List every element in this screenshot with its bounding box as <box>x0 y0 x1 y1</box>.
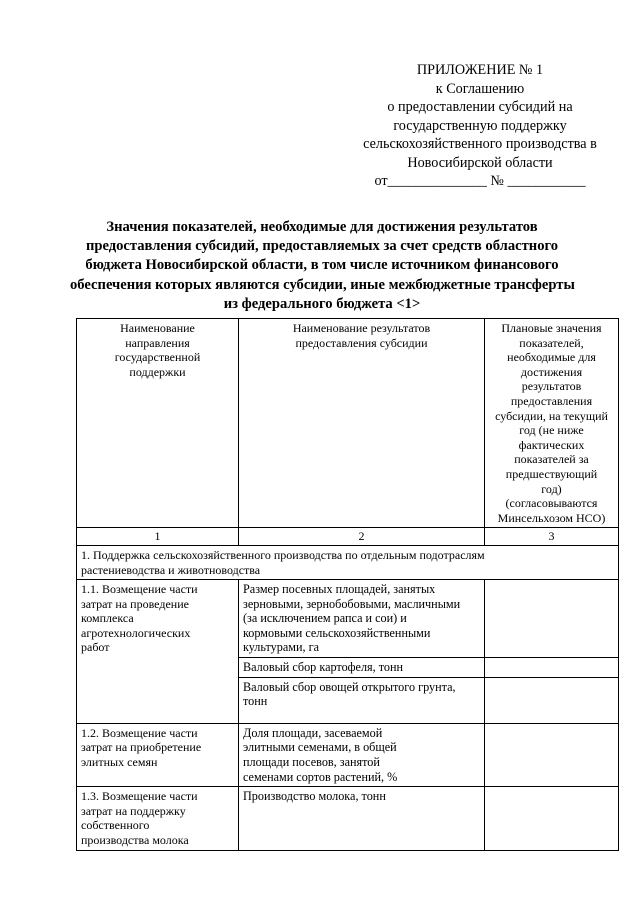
planned-value-cell <box>485 677 619 723</box>
appendix-line: Новосибирской области <box>407 154 553 171</box>
direction-1-1: 1.1. Возмещение части затрат на проведение комплекса агротехнологических работ <box>77 580 239 724</box>
title-line: из федерального бюджета <1> <box>223 295 421 312</box>
appendix-block <box>340 61 620 191</box>
direction-1-3: 1.3. Возмещение части затрат на поддержку собственного производства молока <box>77 787 239 850</box>
document-title <box>70 218 574 314</box>
result-vegetable-harvest: Валовый сбор овощей открытого грунта, тонн <box>239 677 485 723</box>
table-row <box>77 723 619 786</box>
result-sown-area: Размер посевных площадей, занятых зерновыми, зернобобовыми, масличными (за исключением рапса и сои) и кормовыми сельскохозяйственными культурами, га <box>239 580 485 658</box>
appendix-line: ПРИЛОЖЕНИЕ № 1 <box>416 62 544 78</box>
planned-value-cell <box>485 658 619 678</box>
header-row <box>77 319 619 528</box>
appendix-line: о предоставлении субсидий на <box>387 99 573 115</box>
column-number: 3 <box>485 528 619 546</box>
column-number-row <box>77 528 619 546</box>
title-line: бюджета Новосибирской области, в том числе источником финансового <box>85 257 559 274</box>
planned-value-cell <box>485 723 619 786</box>
header-direction: Наименование направления государственной поддержки <box>77 319 239 528</box>
appendix-date-number-line: от______________ № ___________ <box>374 173 586 189</box>
title-line: обеспечения которых являются субсидии, иные межбюджетные трансферты <box>70 276 575 293</box>
title-line: Значения показателей, необходимые для достижения результатов <box>106 219 538 235</box>
appendix-line: сельскохозяйственного производства в <box>363 136 597 152</box>
column-number: 2 <box>239 528 485 546</box>
header-results: Наименование результатов предоставления субсидии <box>239 319 485 528</box>
column-number: 1 <box>77 528 239 546</box>
planned-value-cell <box>485 580 619 658</box>
indicators-table <box>76 318 619 851</box>
section-1-heading: 1. Поддержка сельскохозяйственного производства по отдельным подотраслям растениеводства и животноводства <box>77 545 619 579</box>
result-milk-production: Производство молока, тонн <box>239 787 485 850</box>
result-potato-harvest: Валовый сбор картофеля, тонн <box>239 658 485 678</box>
appendix-line: к Соглашению <box>435 80 525 97</box>
title-line: предоставления субсидий, предоставляемых за счет средств областного <box>85 238 559 255</box>
table-row <box>77 787 619 850</box>
table-row <box>77 580 619 658</box>
direction-1-2: 1.2. Возмещение части затрат на приобретение элитных семян <box>77 723 239 786</box>
result-elite-seeds-share: Доля площади, засеваемой элитными семенами, в общей площади посевов, занятой семенами сортов растений, % <box>239 723 485 786</box>
section-row <box>77 545 619 579</box>
planned-value-cell <box>485 787 619 850</box>
header-planned-values: Плановые значения показателей, необходимые для достижения результатов предоставления субсидии, на текущий год (не ниже фактических показателей за предшествующий год) (согласовываются Минсельхозом НСО) <box>485 319 619 528</box>
appendix-line: государственную поддержку <box>393 117 567 134</box>
